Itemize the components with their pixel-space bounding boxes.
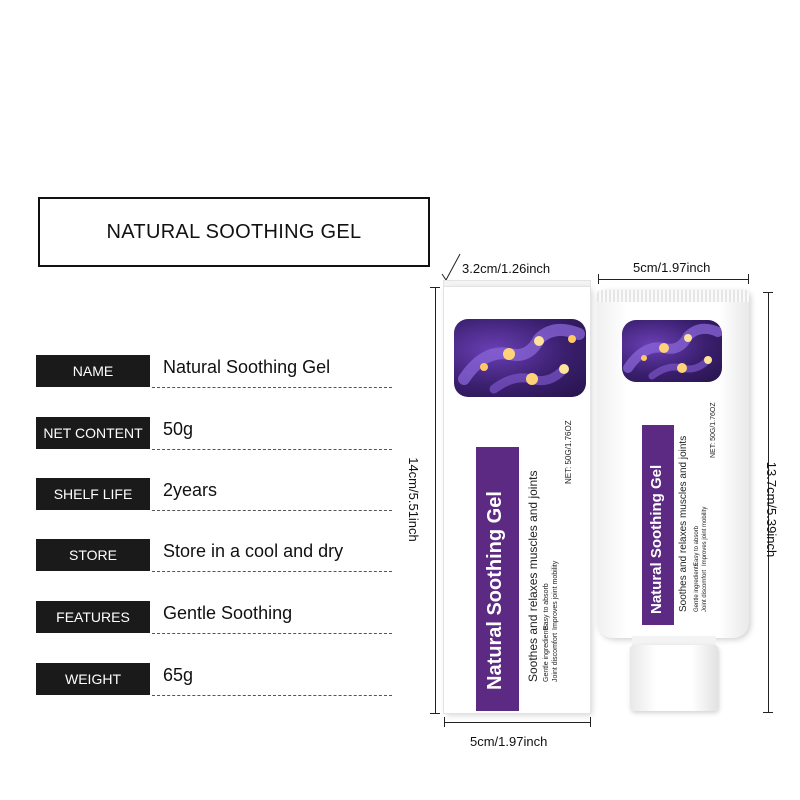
box-height-dimension: 14cm/5.51inch <box>405 457 421 542</box>
divider <box>152 571 392 572</box>
tick <box>763 292 773 293</box>
tick <box>430 713 440 714</box>
page-title: NATURAL SOOTHING GEL <box>106 220 362 243</box>
tube-height-dimension: 13.7cm/5.39inch <box>764 461 780 558</box>
tick <box>598 274 599 284</box>
divider <box>152 695 392 696</box>
box-tagline: Soothes and relaxes muscles and joints <box>526 470 540 682</box>
tick <box>430 287 440 288</box>
tube-bullet: Gentle ingredients <box>694 563 700 612</box>
box-height-line <box>435 287 436 713</box>
tube-bullet: Easy to absorb <box>694 525 700 566</box>
box-depth-dimension: 3.2cm/1.26inch <box>462 261 551 276</box>
spec-row-features <box>36 601 392 637</box>
spec-label: NET CONTENT <box>36 417 150 449</box>
spec-value: 50g <box>163 419 194 439</box>
spec-label: STORE <box>36 539 150 571</box>
box-net-weight: NET: 50G/1.76OZ <box>564 420 573 484</box>
box-bullet: Easy to absorb <box>543 583 550 630</box>
spec-value: Gentle Soothing <box>163 603 293 623</box>
tube-tagline: Soothes and relaxes muscles and joints <box>678 435 689 612</box>
box-width-dimension: 5cm/1.97inch <box>470 734 548 749</box>
box-product-name: Natural Soothing Gel <box>484 491 506 690</box>
tube-width-dimension: 5cm/1.97inch <box>633 260 711 275</box>
tick <box>444 717 445 727</box>
divider <box>152 510 392 511</box>
tick <box>748 274 749 284</box>
spec-label: SHELF LIFE <box>36 478 150 510</box>
divider <box>152 387 392 388</box>
spec-row-net-content <box>36 417 392 453</box>
tick <box>763 712 773 713</box>
tick <box>590 717 591 727</box>
tube-joint-illustration <box>622 320 722 382</box>
box-width-line <box>444 722 590 723</box>
spec-row-store <box>36 539 392 575</box>
spec-row-name <box>36 355 392 391</box>
tube-cap <box>630 645 718 711</box>
divider <box>152 449 392 450</box>
spec-value: Store in a cool and dry <box>163 541 344 561</box>
spec-value: 2years <box>163 480 218 500</box>
box-bullet: Joint discomfort <box>552 632 559 682</box>
box-bullet: Gentle ingredients <box>543 625 550 682</box>
tube-product-name: Natural Soothing Gel <box>648 464 665 614</box>
tube-width-line <box>598 279 748 280</box>
box-bullet: Improves joint mobility <box>552 560 559 630</box>
tube-crimp <box>597 290 749 302</box>
spec-label: WEIGHT <box>36 663 150 695</box>
tube-net-weight: NET: 50G/1.76OZ <box>710 402 717 458</box>
spec-row-shelf-life <box>36 478 392 514</box>
box-joint-illustration <box>454 319 586 397</box>
tube-bullet: Improves joint mobility <box>702 506 708 566</box>
spec-value: Natural Soothing Gel <box>163 357 331 377</box>
spec-row-weight <box>36 663 392 699</box>
title-box <box>38 197 430 267</box>
spec-value: 65g <box>163 665 194 685</box>
spec-label: NAME <box>36 355 150 387</box>
tube-bullet: Joint discomfort <box>702 569 708 612</box>
divider <box>152 633 392 634</box>
spec-label: FEATURES <box>36 601 150 633</box>
